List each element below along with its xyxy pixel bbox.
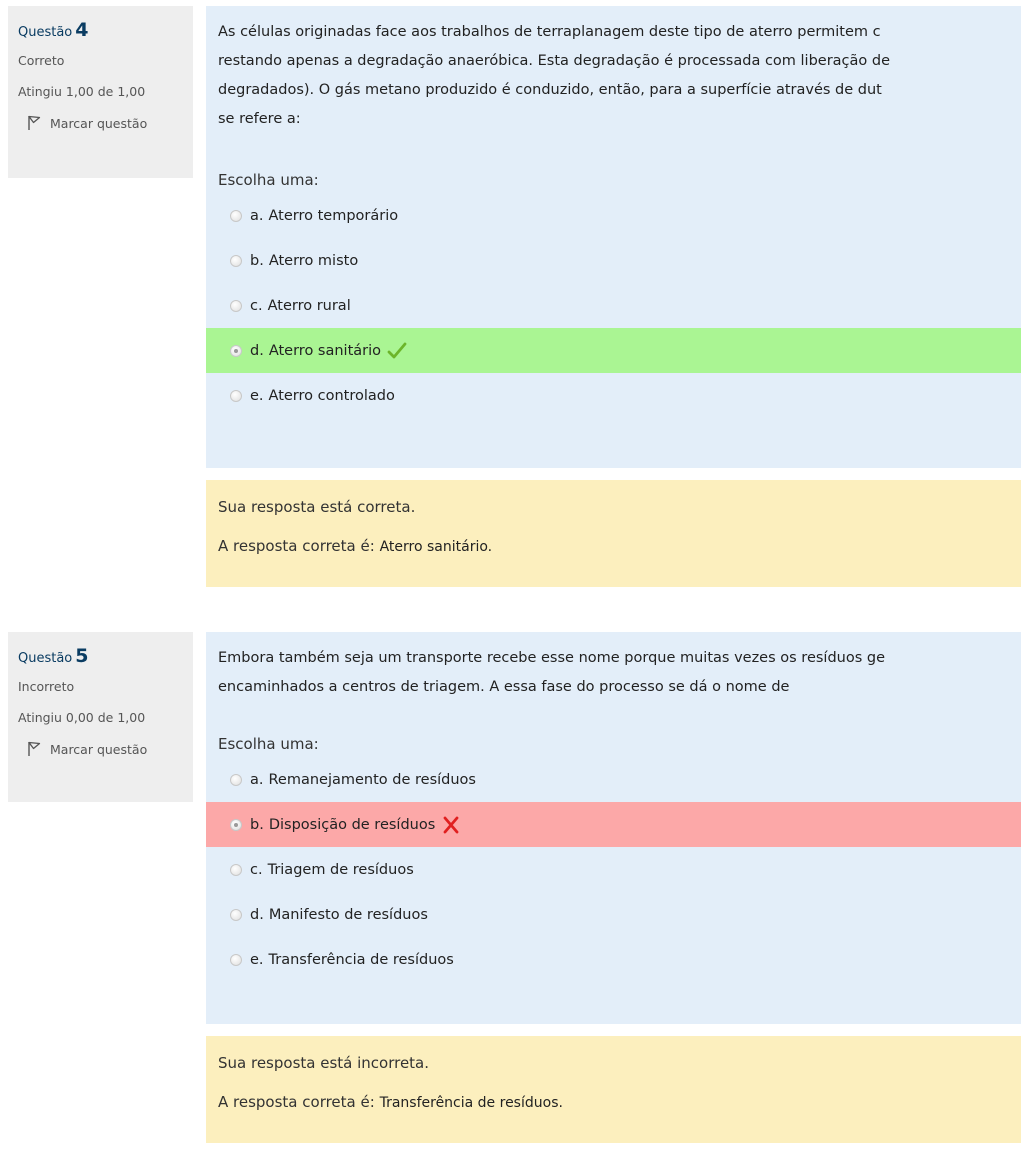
answer-option-c[interactable] [206, 847, 1021, 892]
question-text-line: encaminhados a centros de triagem. A essa fase do processo se dá o nome de [218, 679, 790, 695]
question-number [18, 644, 193, 670]
option-letter: c. [250, 861, 263, 878]
option-letter: a. [250, 207, 264, 224]
question-feedback [206, 480, 1021, 587]
question-text-line: Embora também seja um transporte recebe esse nome porque muitas vezes os resíduos ge [218, 650, 886, 666]
option-text: Aterro temporário [268, 207, 399, 224]
question-state: Incorreto [18, 679, 75, 694]
flag-icon [26, 741, 42, 757]
option-letter: b. [250, 816, 264, 833]
question-number-value: 4 [75, 19, 89, 41]
question-text-line: As células originadas face aos trabalhos de terraplanagem deste tipo de aterro permitem c [218, 24, 881, 40]
option-letter: e. [250, 387, 264, 404]
question-text-line: restando apenas a degradação anaeróbica. Esta degradação é processada com liberação de [218, 53, 891, 69]
question-number-value: 5 [75, 645, 89, 667]
question-info [8, 6, 193, 178]
answer-option-d[interactable] [206, 328, 1021, 373]
answer-option-e[interactable] [206, 937, 1021, 982]
answer-options [206, 757, 1021, 982]
radio-button[interactable] [230, 255, 242, 267]
flag-icon [26, 115, 42, 131]
radio-button[interactable] [230, 909, 242, 921]
feedback-right-answer [218, 535, 1021, 558]
feedback-status: Sua resposta está correta. [218, 498, 416, 516]
cross-icon [441, 816, 461, 834]
answer-option-a[interactable] [206, 757, 1021, 802]
question-formulation [206, 6, 1021, 468]
question-label: Questão [18, 651, 73, 666]
radio-button[interactable] [230, 210, 242, 222]
radio-button[interactable] [230, 774, 242, 786]
option-text: Remanejamento de resíduos [268, 771, 476, 788]
feedback-status: Sua resposta está incorreta. [218, 1054, 430, 1072]
radio-button[interactable] [230, 390, 242, 402]
question-grade: Atingiu 0,00 de 1,00 [18, 710, 146, 725]
option-text: Triagem de resíduos [267, 861, 414, 878]
question-info [8, 632, 193, 802]
option-text: Transferência de resíduos [268, 951, 454, 968]
answer-prompt: Escolha uma: [218, 171, 319, 189]
flag-question-button[interactable] [18, 115, 193, 131]
radio-button-selected[interactable] [230, 345, 242, 357]
question-label: Questão [18, 25, 73, 40]
option-letter: e. [250, 951, 264, 968]
option-text: Aterro sanitário [268, 342, 382, 359]
answer-option-a[interactable] [206, 193, 1021, 238]
answer-option-c[interactable] [206, 283, 1021, 328]
option-letter: c. [250, 297, 263, 314]
option-text: Disposição de resíduos [268, 816, 436, 833]
check-icon [387, 342, 407, 360]
question-text-line: se refere a: [218, 111, 301, 127]
question-text-line: degradados). O gás metano produzido é conduzido, então, para a superfície através de dut [218, 82, 882, 98]
flag-question-button[interactable] [18, 741, 193, 757]
answer-option-d[interactable] [206, 892, 1021, 937]
feedback-prefix: A resposta correta é: [218, 537, 375, 555]
option-letter: b. [250, 252, 264, 269]
option-letter: a. [250, 771, 264, 788]
flag-label: Marcar questão [50, 741, 148, 757]
feedback-right-answer [218, 1091, 1021, 1114]
feedback-answer: Aterro sanitário. [379, 539, 493, 555]
answer-option-b[interactable] [206, 238, 1021, 283]
question-text [218, 18, 1021, 134]
question-number [18, 18, 193, 44]
answer-prompt: Escolha uma: [218, 735, 319, 753]
feedback-prefix: A resposta correta é: [218, 1093, 375, 1111]
option-letter: d. [250, 342, 264, 359]
feedback-answer: Transferência de resíduos. [379, 1095, 563, 1111]
flag-label: Marcar questão [50, 115, 148, 131]
question-formulation [206, 632, 1021, 1024]
question-grade: Atingiu 1,00 de 1,00 [18, 84, 146, 99]
answer-options [206, 193, 1021, 418]
option-text: Aterro misto [268, 252, 359, 269]
option-text: Aterro rural [267, 297, 351, 314]
question-state: Correto [18, 53, 65, 68]
radio-button[interactable] [230, 954, 242, 966]
question-text [218, 644, 1021, 702]
radio-button[interactable] [230, 864, 242, 876]
radio-button-selected[interactable] [230, 819, 242, 831]
radio-button[interactable] [230, 300, 242, 312]
question-feedback [206, 1036, 1021, 1143]
answer-option-e[interactable] [206, 373, 1021, 418]
answer-option-b[interactable] [206, 802, 1021, 847]
option-text: Manifesto de resíduos [268, 906, 428, 923]
option-letter: d. [250, 906, 264, 923]
option-text: Aterro controlado [268, 387, 395, 404]
